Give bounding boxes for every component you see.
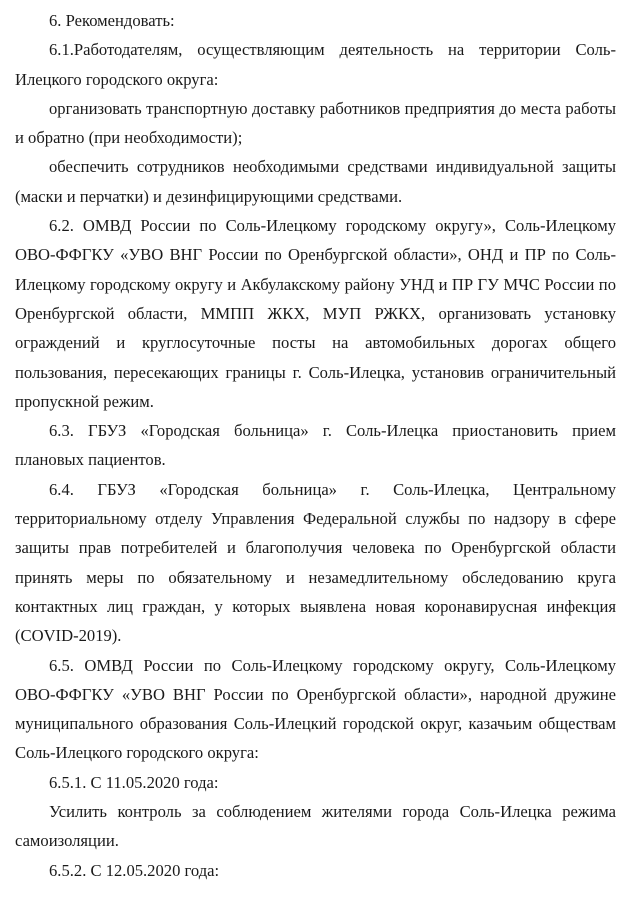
item-6-1-employers: 6.1.Работодателям, осуществляющим деятельность на территории Соль-Илецкого городского округа: <box>15 40 616 89</box>
item-6-2-checkpoints: 6.2. ОМВД России по Соль-Илецкому городскому округу», Соль-Илецкому ОВО-ФФГКУ «УВО ВНГ России по Оренбургской области», ОНД и ПР по Соль-Илецкому городскому округу и Акбулакскому району УНД и ПР ГУ МЧС России по Оренбургской области, ММПП ЖКХ, МУП РЖКХ, организовать установку ограждений и круглосуточные посты на автомобильных дорогах общего пользования, пересекающих границы г. Соль-Илецка, установив ограничительный пропускной режим. <box>15 216 616 411</box>
item-6-3-hospital: 6.3. ГБУЗ «Городская больница» г. Соль-Илецка приостановить прием плановых пациентов. <box>15 421 616 470</box>
item-6-5-1-date: 6.5.1. С 11.05.2020 года: <box>49 772 219 792</box>
item-6-1-protection: обеспечить сотрудников необходимыми средствами индивидуальной защиты (маски и перчатки) и дезинфицирующими средствами. <box>15 157 616 206</box>
item-6-heading: 6. Рекомендовать: <box>49 11 175 30</box>
item-6-5-1-self-isolation: Усилить контроль за соблюдением жителями города Соль-Илецка режима самоизоляции. <box>15 802 616 851</box>
item-6-1-transport: организовать транспортную доставку работников предприятия до места работы и обратно (при необходимости); <box>15 98 616 148</box>
item-6-5-police-patrols: 6.5. ОМВД России по Соль-Илецкому городскому округу, Соль-Илецкому ОВО-ФФГКУ «УВО ВНГ России по Оренбургской области», народной дружине муниципального образования Соль-Илецкий городской округ, казачьим обществам Соль-Илецкого городского округа: <box>15 655 616 763</box>
item-6-5-2-date: 6.5.2. С 12.05.2020 года: <box>49 860 220 880</box>
item-6-4-contact-tracing: 6.4. ГБУЗ «Городская больница» г. Соль-Илецка, Центральному территориальному отделу Управления Федеральной службы по надзору в сфере защиты прав потребителей и благополучия человека по Оренбургской области принять меры по обязательному и незамедлительному обследованию круга контактных лиц граждан, у которых выявлена новая коронавирусная инфекция (COVID-2019). <box>15 479 616 646</box>
